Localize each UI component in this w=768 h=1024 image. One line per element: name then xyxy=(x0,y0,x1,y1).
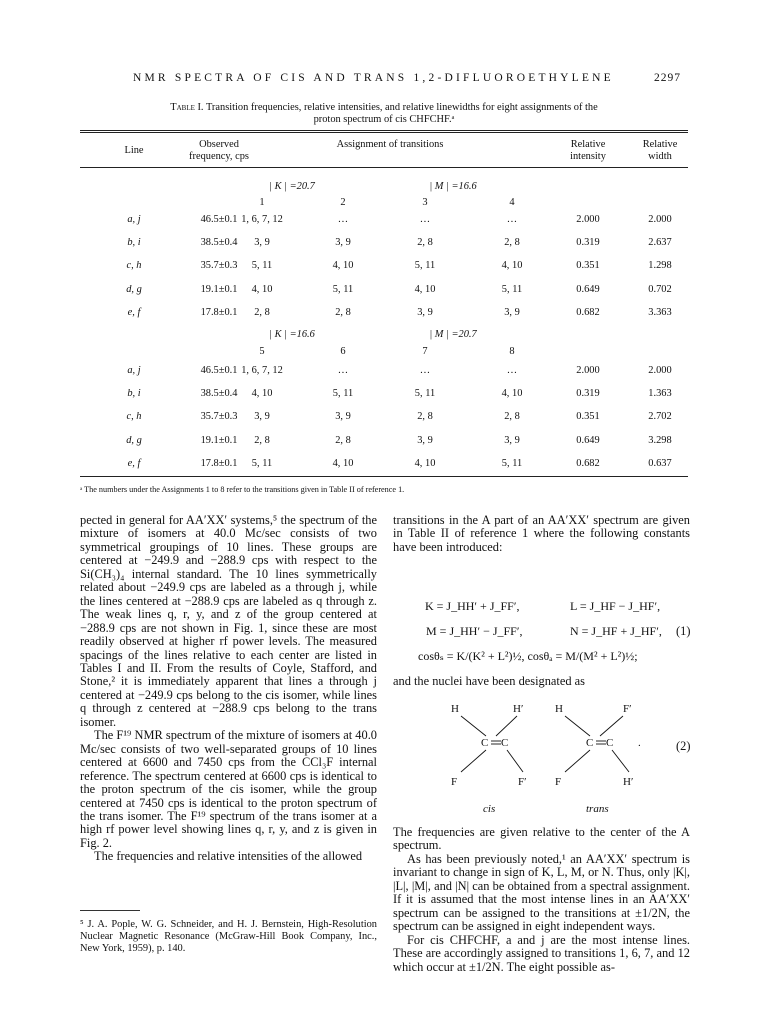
table-cell-c2: … xyxy=(337,214,349,225)
table-cell-width: 3.363 xyxy=(648,306,672,318)
svg-text:F′: F′ xyxy=(623,703,632,715)
table-cell-line: d, g xyxy=(126,434,142,446)
table-cell-intensity: 0.351 xyxy=(576,411,600,423)
table-cell-c4: 2, 8 xyxy=(504,237,520,249)
footnote-5: ⁵ J. A. Pople, W. G. Schneider, and H. J. Bernstein, High-Resolution Nuclear Magnetic Resonance (McGraw-Hill Book Company, Inc., New York, 1959), p. 140. xyxy=(80,919,377,954)
svg-text:H′: H′ xyxy=(513,703,524,715)
right-column-body xyxy=(393,826,690,974)
table-cell-freq: 38.5±0.4 xyxy=(200,237,238,249)
svg-text:F: F xyxy=(451,776,458,788)
header-width-1: Relative xyxy=(642,139,678,150)
table-cell-freq: 17.8±0.1 xyxy=(200,306,238,318)
table-cell-intensity: 0.682 xyxy=(576,306,600,318)
block1-k-label: | K | =20.7 xyxy=(269,181,315,192)
table-cell-line: d, g xyxy=(126,283,142,295)
table-cell-line: c, h xyxy=(126,260,142,272)
header-observed-2: frequency, cps xyxy=(189,151,249,162)
running-head xyxy=(133,72,681,88)
table-cell-c1: 1, 6, 7, 12 xyxy=(241,365,283,376)
table-cell-intensity: 0.649 xyxy=(576,283,600,295)
table-cell-c4: 5, 11 xyxy=(501,283,523,295)
block2-k-label: | K | =16.6 xyxy=(269,329,315,340)
table-cell-freq: 17.8±0.1 xyxy=(200,457,238,469)
table-cell-c1: 2, 8 xyxy=(254,434,270,446)
table-cell-c3: 2, 8 xyxy=(417,237,433,249)
table-cell-intensity: 2.000 xyxy=(576,365,600,376)
header-assignment: Assignment of transitions xyxy=(336,139,444,150)
header-intensity-1: Relative xyxy=(570,139,606,150)
table-cell-c3: … xyxy=(419,365,431,376)
svg-text:H: H xyxy=(451,703,459,715)
svg-text:H′: H′ xyxy=(623,776,634,788)
table-cell-c1: 5, 11 xyxy=(251,260,273,272)
table-cell-c4: … xyxy=(506,214,518,225)
block1-m-label: | M | =16.6 xyxy=(429,181,477,192)
table-cell-width: 3.298 xyxy=(648,434,672,446)
table-cell-freq: 35.7±0.3 xyxy=(200,411,238,423)
table-cell-intensity: 0.319 xyxy=(576,237,600,249)
table-cell-width: 2.000 xyxy=(648,365,672,376)
svg-text:.: . xyxy=(638,737,641,749)
equation-m: M = J_HH′ − J_FF′, xyxy=(426,624,523,638)
table-cell-c3: 4, 10 xyxy=(414,457,436,469)
table-cell-freq: 19.1±0.1 xyxy=(200,283,238,295)
equation-k: K = J_HH′ + J_FF′, xyxy=(425,599,520,613)
table-header-rule xyxy=(80,167,688,168)
paragraph: The frequencies are given relative to the center of the A spectrum. xyxy=(393,825,690,853)
table-cell-width: 1.298 xyxy=(648,260,672,272)
table-cell-c3: 2, 8 xyxy=(417,411,433,423)
table-cell-line: e, f xyxy=(127,457,141,469)
svg-text:H: H xyxy=(555,703,563,715)
table-cell-width: 1.363 xyxy=(648,388,672,400)
paragraph: For cis CHFCHF, a and j are the most intense lines. These are accordingly assigned to transitions 1, 6, 7, and 12 which occur at ±1/2N. The eight possible as- xyxy=(393,932,690,974)
table-cell-c2: … xyxy=(337,365,349,376)
equation-l: L = J_HF − J_HF′, xyxy=(570,599,661,613)
table-cell-intensity: 0.649 xyxy=(576,434,600,446)
table-cell-line: b, i xyxy=(127,237,141,249)
table-cell-c2: 4, 10 xyxy=(332,260,354,272)
paragraph: The F¹⁹ NMR spectrum of the mixture of isomers at 40.0 Mc/sec consists of two well-separated groups of 10 lines centered at 6600 and 7450 cps from the CCl₃F internal reference. The spectrum centered at 6600 cps is identical to the proton spectrum of the cis isomer, while the group centered at 7450 cps is identical to the proton spectrum of the trans isomer. The F¹⁹ spectrum of the trans isomer at a high rf power level showing lines q, r, y, and z is given in Fig. 2. xyxy=(80,728,377,850)
table-cell-c2: 5, 11 xyxy=(332,388,354,400)
table-cell-intensity: 0.682 xyxy=(576,457,600,469)
page-number: 2297 xyxy=(654,72,681,84)
table-cell-c2: 3, 9 xyxy=(335,237,351,249)
table-cell-c2: 3, 9 xyxy=(335,411,351,423)
table-cell-width: 2.000 xyxy=(648,214,672,225)
table-cell-c1: 4, 10 xyxy=(251,283,273,295)
table-cell-c4: 2, 8 xyxy=(504,411,520,423)
table-cell-c2: 2, 8 xyxy=(335,434,351,446)
svg-text:C: C xyxy=(586,737,594,749)
block2-col-number: 8 xyxy=(509,346,515,357)
table-footnote: ᵃ The numbers under the Assignments 1 to 8 refer to the transitions given in Table II of reference 1. xyxy=(80,485,405,494)
table-cell-c3: 4, 10 xyxy=(414,283,436,295)
table-cell-freq: 46.5±0.1 xyxy=(200,365,238,376)
running-head-title: NMR SPECTRA OF CIS AND TRANS 1,2-DIFLUOROETHYLENE xyxy=(133,72,614,84)
table-cell-line: b, i xyxy=(127,388,141,400)
header-width-2: width xyxy=(648,151,672,162)
table-cell-c4: 3, 9 xyxy=(504,434,520,446)
paragraph: transitions in the A part of an AA′XX′ spectrum are given in Table II of reference 1 where the following constants have been introduced: xyxy=(393,513,690,554)
table-cell-intensity: 2.000 xyxy=(576,214,600,225)
table-cell-c4: 4, 10 xyxy=(501,260,523,272)
table-cell-width: 2.702 xyxy=(648,411,672,423)
block1-col-number: 2 xyxy=(340,197,346,208)
table-cell-width: 0.702 xyxy=(648,283,672,295)
paragraph: The frequencies and relative intensities of the allowed xyxy=(94,849,363,864)
block1-col-number: 1 xyxy=(259,197,265,208)
table-cell-c2: 4, 10 xyxy=(332,457,354,469)
header-intensity-2: intensity xyxy=(570,151,606,162)
cis-label: cis xyxy=(483,803,496,815)
table-cell-c4: 3, 9 xyxy=(504,306,520,318)
equation-number-2: (2) xyxy=(676,739,691,753)
table-cell-c1: 3, 9 xyxy=(254,237,270,249)
table-cell-c2: 2, 8 xyxy=(335,306,351,318)
svg-text:C: C xyxy=(481,737,489,749)
table-cell-line: e, f xyxy=(127,306,141,318)
table-cell-c3: 5, 11 xyxy=(414,260,436,272)
table-cell-line: a, j xyxy=(127,214,141,225)
table-cell-c4: 4, 10 xyxy=(501,388,523,400)
block2-col-number: 6 xyxy=(340,346,346,357)
table-cell-freq: 46.5±0.1 xyxy=(200,214,238,225)
table-cell-width: 2.637 xyxy=(648,237,672,249)
header-line: Line xyxy=(124,145,144,156)
table-cell-intensity: 0.319 xyxy=(576,388,600,400)
table-cell-c3: … xyxy=(419,214,431,225)
left-column xyxy=(80,514,377,864)
caption-line-2: proton spectrum of cis CHFCHF.ᵃ xyxy=(313,114,455,125)
svg-text:C: C xyxy=(606,737,614,749)
paragraph: As has been previously noted,¹ an AA′XX′ spectrum is invariant to change in sign of K, L, M, or N. Thus, only |K|, |L|, |M|, and |N| can be obtained from a spectral assignment. If it is assumed that the most intense lines in an AA′XX′ spectrum can be assigned to the transitions at ±1/2N, the spectrum can be assigned in eight independent ways. xyxy=(393,851,690,934)
paragraph: and the nuclei have been designated as xyxy=(393,674,585,688)
table-caption xyxy=(100,102,668,126)
table-cell-freq: 35.7±0.3 xyxy=(200,260,238,272)
trans-label: trans xyxy=(586,803,609,815)
svg-text:C: C xyxy=(501,737,509,749)
table-cell-c3: 3, 9 xyxy=(417,306,433,318)
block1-col-number: 3 xyxy=(422,197,428,208)
table-cell-width: 0.637 xyxy=(648,457,672,469)
table-cell-c4: … xyxy=(506,365,518,376)
cis-trans-structures xyxy=(443,700,693,795)
nuclei-text-block xyxy=(393,675,690,688)
table-cell-c1: 1, 6, 7, 12 xyxy=(241,214,283,225)
table-cell-intensity: 0.351 xyxy=(576,260,600,272)
table-bottom-rule xyxy=(80,476,688,477)
table-cell-line: a, j xyxy=(127,365,141,376)
table-cell-line: c, h xyxy=(126,411,142,423)
table-cell-c1: 2, 8 xyxy=(254,306,270,318)
table-top-rule xyxy=(80,130,688,131)
equation-number-1: (1) xyxy=(676,624,691,638)
table-cell-c3: 5, 11 xyxy=(414,388,436,400)
footnote-rule xyxy=(80,910,140,911)
block2-col-number: 5 xyxy=(259,346,265,357)
header-observed-1: Observed xyxy=(199,139,239,150)
block2-m-label: | M | =20.7 xyxy=(429,329,477,340)
table-cell-c1: 4, 10 xyxy=(251,388,273,400)
caption-line-1: Transition frequencies, relative intensities, and relative linewidths for eight assignments of the xyxy=(205,102,598,113)
right-column-intro xyxy=(393,514,690,554)
equation-cos: cosθₛ = K/(K² + L²)½, cosθₐ = M/(M² + L²)½; xyxy=(418,649,638,663)
table-label: Table I. xyxy=(170,102,204,113)
table-cell-c1: 3, 9 xyxy=(254,411,270,423)
table-cell-c4: 5, 11 xyxy=(501,457,523,469)
table-cell-c2: 5, 11 xyxy=(332,283,354,295)
table-cell-freq: 38.5±0.4 xyxy=(200,388,238,400)
table-cell-freq: 19.1±0.1 xyxy=(200,434,238,446)
svg-text:F: F xyxy=(555,776,562,788)
equation-n: N = J_HF + J_HF′, xyxy=(570,624,662,638)
table-top-rule-2 xyxy=(80,132,688,133)
table-cell-c3: 3, 9 xyxy=(417,434,433,446)
table-cell-c1: 5, 11 xyxy=(251,457,273,469)
block1-col-number: 4 xyxy=(509,197,515,208)
block2-col-number: 7 xyxy=(422,346,428,357)
paragraph: pected in general for AA′XX′ systems,⁵ the spectrum of the mixture of isomers at 40.0 Mc/sec consists of two symmetrical groupings of 10 lines. These groups are centered at −249.9 and −288.9 cps with respect to the Si(CH₃)₄ internal standard. The 10 lines symmetrically related about −249.9 cps are labeled as a through j, while the lines centered at −288.9 cps are labeled as q through z. The weak lines q, r, y, and z of the group centered at −288.9 cps are not shown in Fig. 1, since these are most readily observed at higher rf power levels. The measured spacings of the lines relative to each center are listed in Tables I and II. From the results of Coyle, Stafford, and Stone,² it is immediately apparent that lines a through j centered at −249.9 cps belong to the cis isomer, while lines q through z centered at −288.9 cps belong to the trans isomer. xyxy=(80,513,377,729)
svg-text:F′: F′ xyxy=(518,776,527,788)
